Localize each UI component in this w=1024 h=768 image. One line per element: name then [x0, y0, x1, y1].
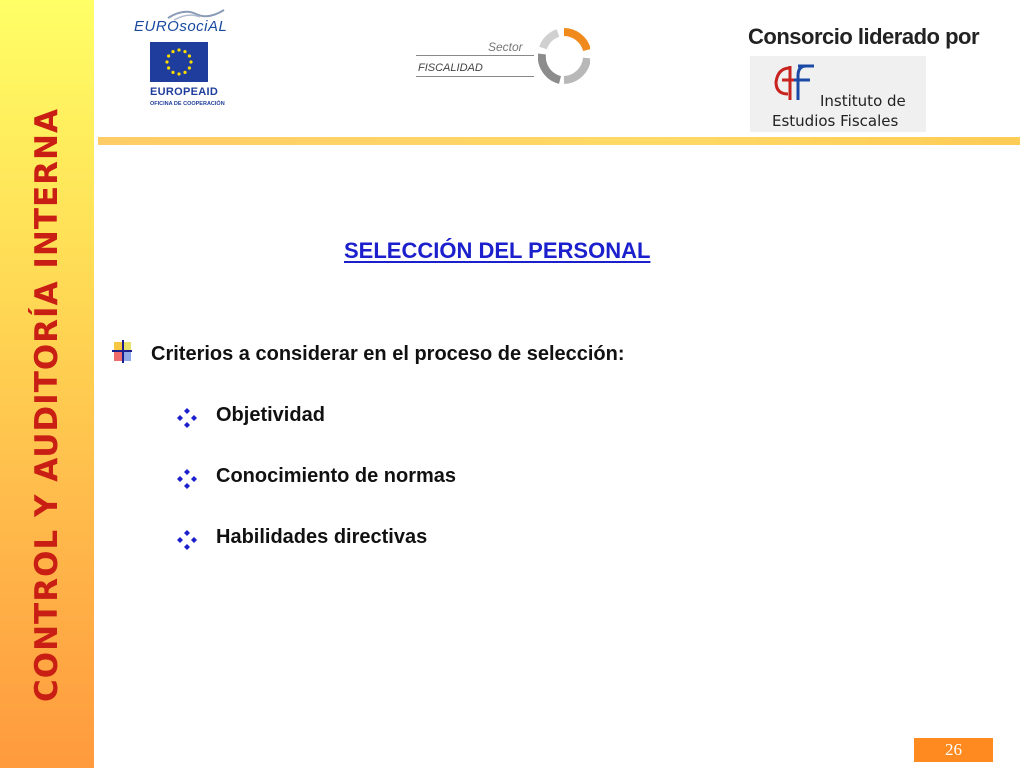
divider — [416, 55, 534, 56]
divider — [416, 76, 534, 77]
ief-mark-icon — [768, 62, 828, 102]
sector-label: Sector — [488, 40, 523, 54]
diamond-bullet-icon — [176, 407, 198, 429]
main-bullet-text: Criterios a considerar en el proceso de selección: — [151, 343, 625, 365]
consortium-heading: Consorcio liderado por — [748, 24, 980, 49]
sub-bullet-text: Conocimiento de normas — [216, 465, 457, 487]
eurosocial-name: EUROsociAL — [134, 18, 228, 35]
ief-logo — [750, 56, 926, 132]
side-banner-title: CONTROL Y AUDITORÍA INTERNA — [29, 108, 65, 702]
sector-ring-icon — [538, 28, 590, 84]
institute-line-2: Estudios Fiscales — [772, 112, 899, 130]
europeaid-label: EUROPEAID — [150, 86, 219, 98]
sector-fiscalidad-logo — [410, 24, 590, 88]
fiscalidad-label: FISCALIDAD — [418, 62, 483, 74]
consortium-logo — [748, 22, 980, 134]
sub-bullet-text: Habilidades directivas — [216, 526, 428, 548]
diamond-bullet-icon — [176, 468, 198, 490]
bullet-blocks-icon — [112, 339, 134, 365]
europeaid-sublabel: OFICINA DE COOPERACIÓN — [150, 101, 225, 107]
header-rule — [98, 137, 1020, 145]
diamond-bullet-icon — [176, 529, 198, 551]
eurosocial-logo — [126, 6, 234, 114]
slide-title: SELECCIÓN DEL PERSONAL — [344, 238, 651, 263]
sub-bullet-text: Objetividad — [216, 404, 325, 426]
institute-line-1: Instituto de — [820, 92, 906, 110]
side-banner — [0, 0, 94, 768]
page-number-badge: 26 — [914, 738, 993, 762]
eu-flag-icon — [150, 42, 208, 82]
